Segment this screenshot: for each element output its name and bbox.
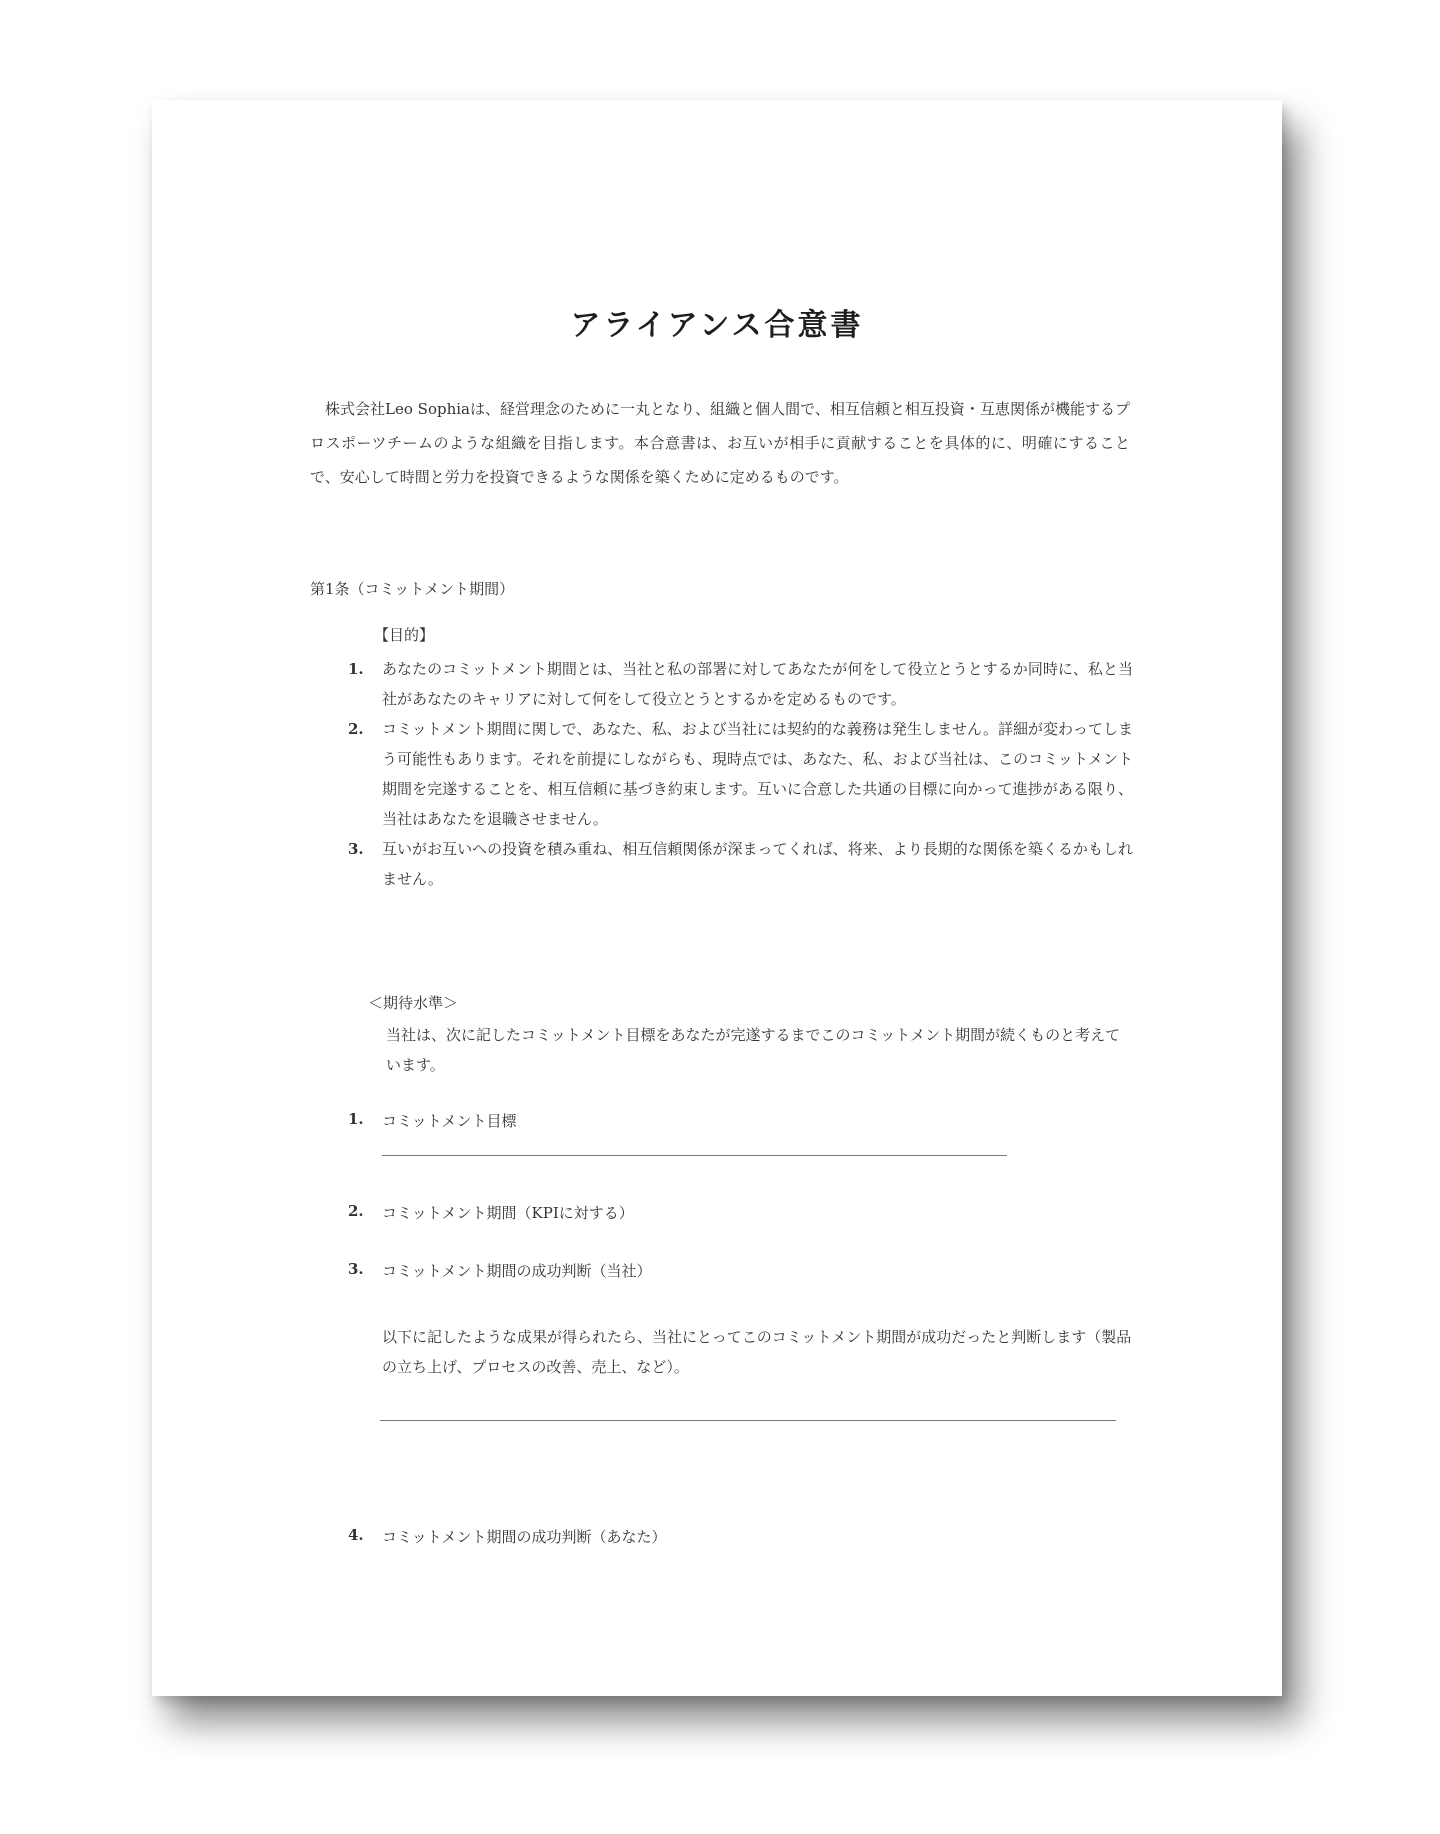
purpose-list xyxy=(348,654,1133,894)
list-item xyxy=(348,834,1133,894)
article-1-heading: 第1条（コミットメント期間） xyxy=(310,580,515,598)
list-item-text: 互いがお互いへの投資を積み重ね、相互信頼関係が深まってくれば、将来、より長期的な関係を築くるかもしれません。 xyxy=(382,840,1133,888)
item-number: 3. xyxy=(348,1260,364,1278)
item-label: コミットメント期間の成功判断（当社） xyxy=(382,1262,652,1280)
list-item-number: 2. xyxy=(348,720,364,738)
purpose-heading: 【目的】 xyxy=(374,626,435,644)
success-judgment-company-item xyxy=(348,1260,652,1281)
list-item xyxy=(348,654,1133,714)
item-number: 1. xyxy=(348,1110,364,1128)
item-label: コミットメント期間の成功判断（あなた） xyxy=(382,1528,667,1546)
item-number: 4. xyxy=(348,1526,364,1544)
intro-paragraph: 株式会社Leo Sophiaは、経営理念のために一丸となり、組織と個人間で、相互信頼と相互投資・互恵関係が機能するプロスポーツチームのような組織を目指します。本合意書は、お互いが相手に貢献することを具体的に、明確にすることで、安心して時間と労力を投資できるような関係を築くために定めるものです。 xyxy=(310,400,1130,486)
document-page xyxy=(152,100,1282,1696)
expectation-level-heading: ＜期待水準＞ xyxy=(368,994,459,1012)
expectation-level-text: 当社は、次に記したコミットメント目標をあなたが完遂するまでこのコミットメント期間が続くものと考えています。 xyxy=(386,1026,1121,1074)
list-item-text: あなたのコミットメント期間とは、当社と私の部署に対してあなたが何をして役立とうとするか同時に、私と当社があなたのキャリアに対して何をして役立とうとするかを定めるものです。 xyxy=(382,660,1133,708)
item-label: コミットメント目標 xyxy=(382,1112,517,1130)
item-label: コミットメント期間（KPIに対する） xyxy=(382,1204,634,1222)
list-item-number: 1. xyxy=(348,660,364,678)
document-title: アライアンス合意書 xyxy=(570,308,864,343)
item-number: 2. xyxy=(348,1202,364,1220)
list-item-number: 3. xyxy=(348,840,364,858)
success-judgment-you-item xyxy=(348,1526,667,1547)
fill-in-line[interactable] xyxy=(382,1155,1007,1156)
success-judgment-description: 以下に記したような成果が得られたら、当社にとってこのコミットメント期間が成功だったと判断します（製品の立ち上げ、プロセスの改善、売上、など）。 xyxy=(382,1328,1132,1376)
list-item-text: コミットメント期間に関しで、あなた、私、および当社には契約的な義務は発生しません。詳細が変わってしまう可能性もあります。それを前提にしながらも、現時点では、あなた、私、および当社は、このコミットメント期間を完遂することを、相互信頼に基づき約束します。互いに合意した共通の目標に向かって進捗がある限り、当社はあなたを退職させません。 xyxy=(382,720,1133,828)
list-item xyxy=(348,714,1133,834)
commitment-period-item xyxy=(348,1202,634,1223)
fill-in-line[interactable] xyxy=(380,1420,1116,1421)
commitment-goal-item xyxy=(348,1110,517,1131)
